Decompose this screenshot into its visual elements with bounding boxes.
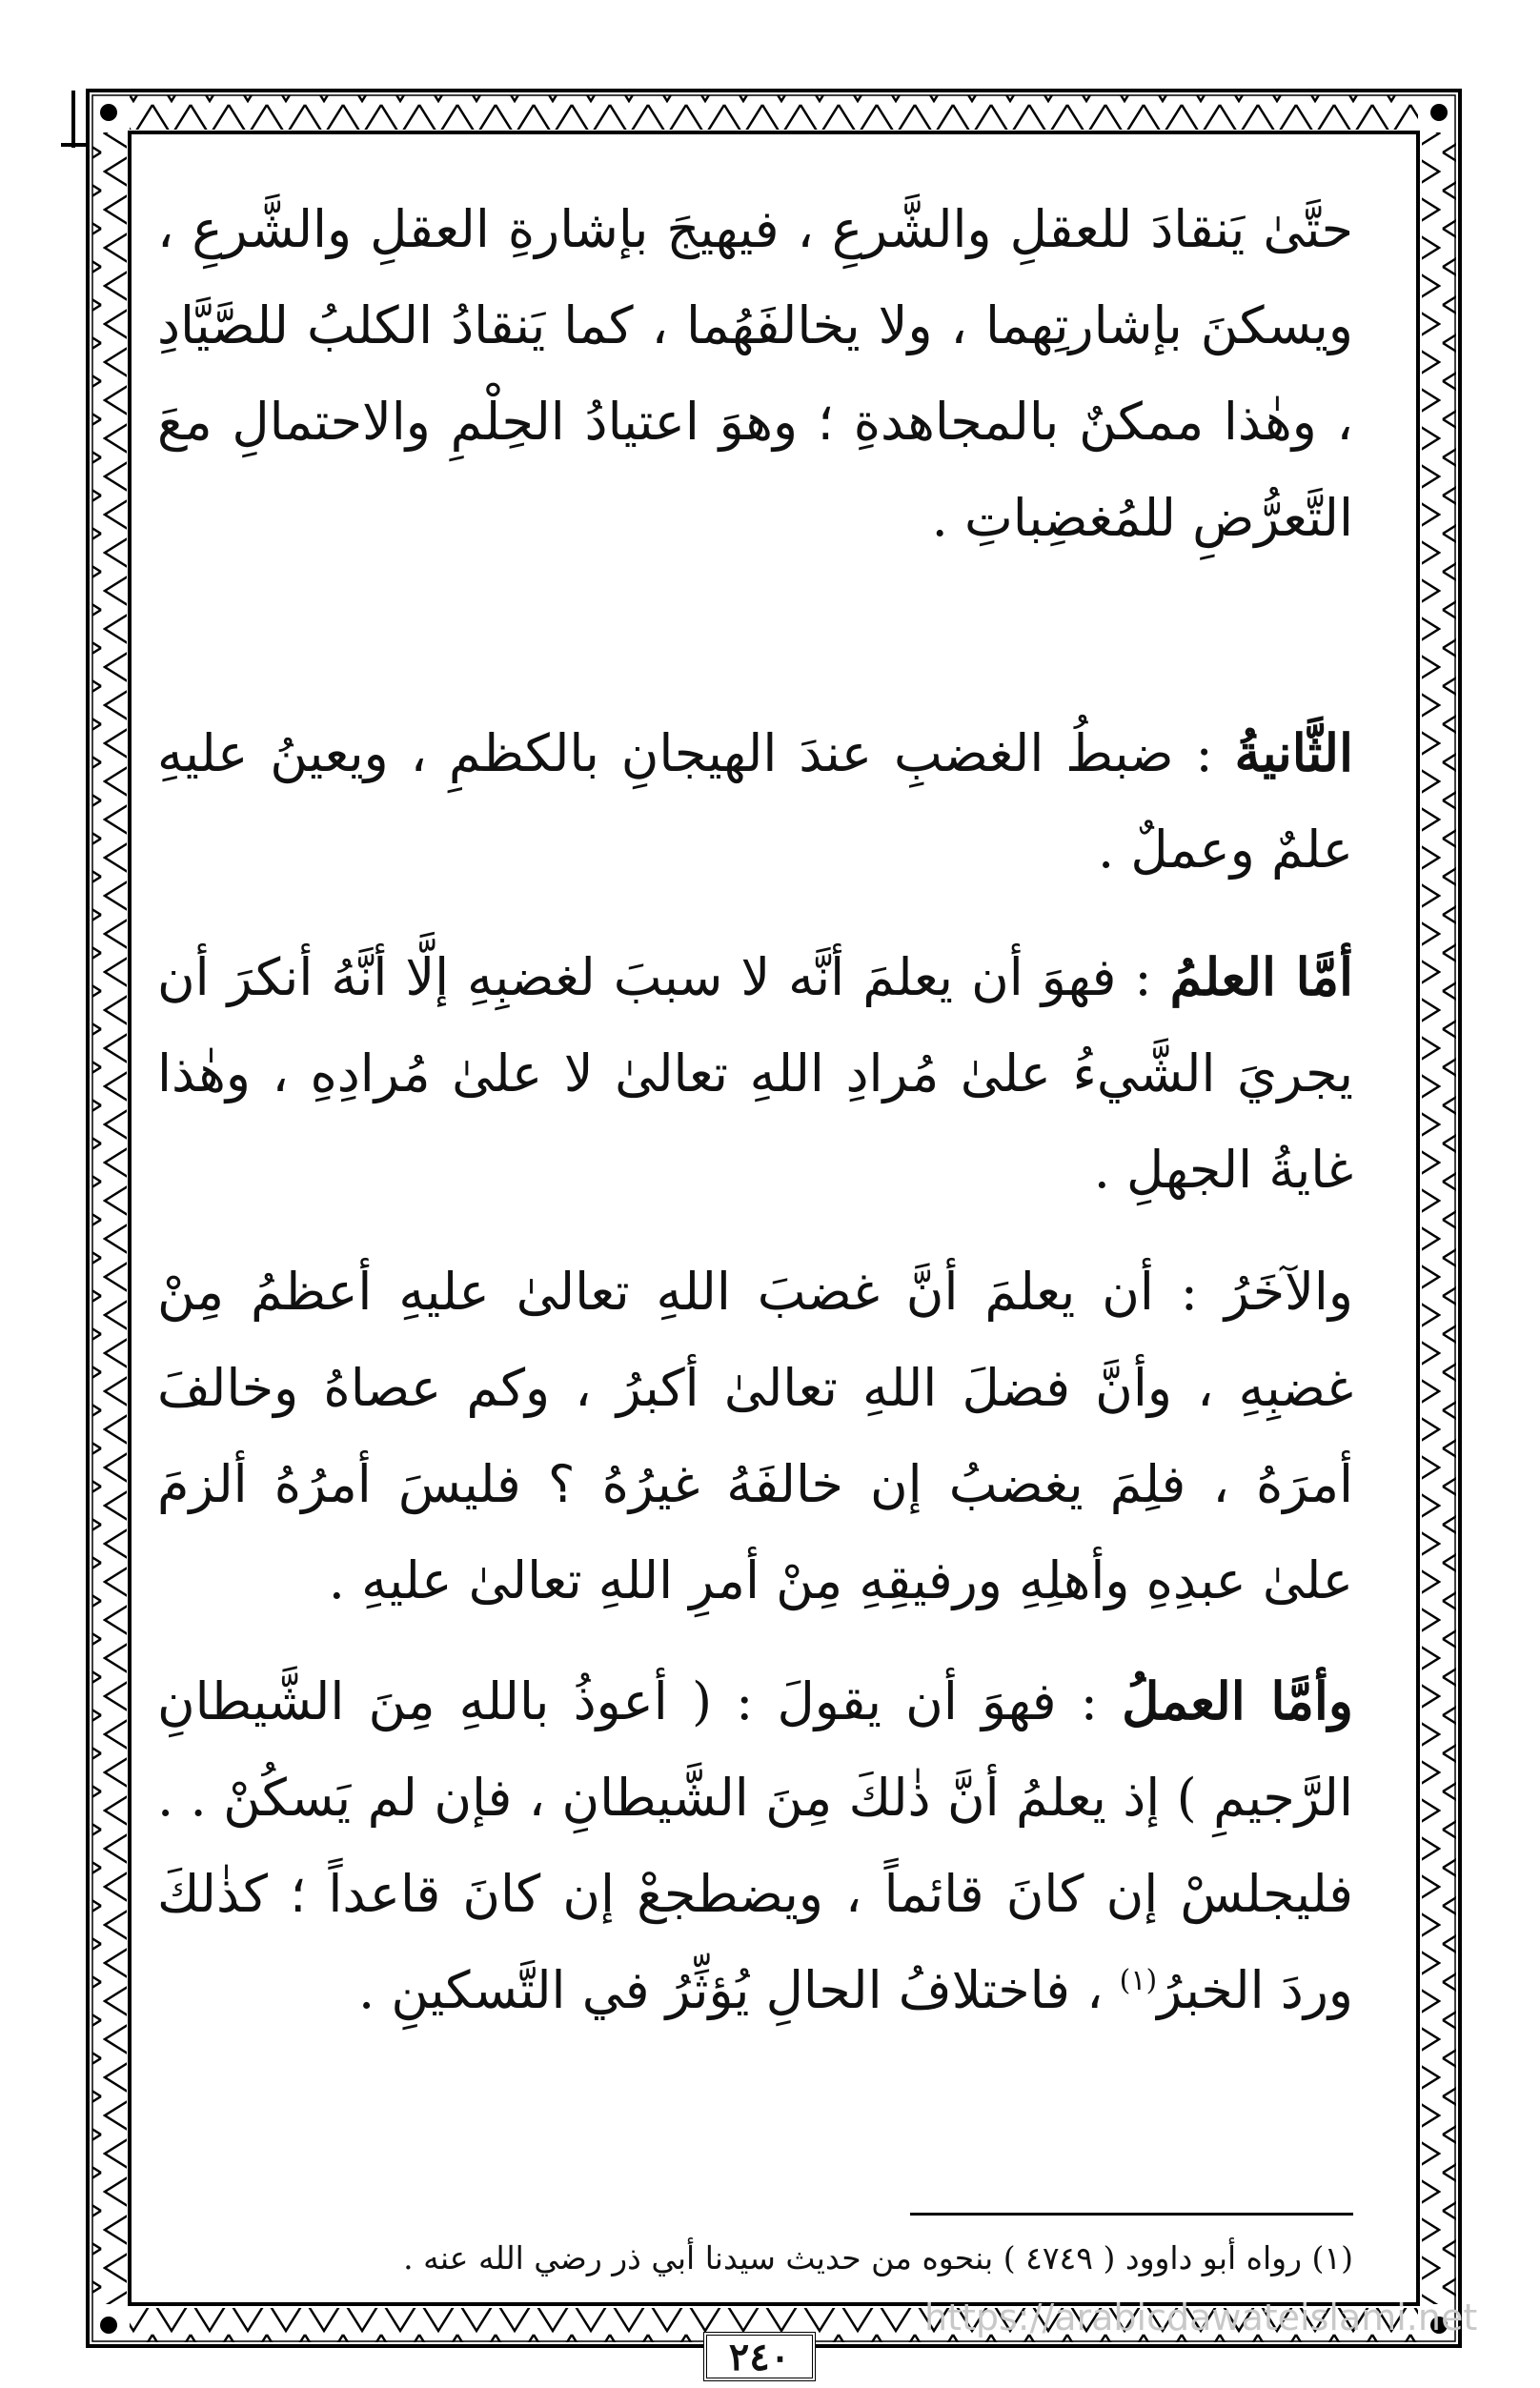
paragraph-5-text: : فهوَ أن يقولَ : ( أعوذُ باللهِ مِنَ الشَّيطانِ الرَّجيمِ ) إذ يعلمُ أنَّ ذٰلكَ مِنَ الشَّيطانِ ، فإن لم يَسكُنْ . . فليجلسْ إن كانَ قائماً ، ويضطجعْ إن كانَ قاعداً ؛ كذٰلكَ وردَ الخبرُ bbox=[157, 1671, 1353, 2020]
paragraph-2-text: : ضبطُ الغضبِ عندَ الهيجانِ بالكظمِ ، ويعينُ عليهِ علمٌ وعملٌ . bbox=[157, 723, 1353, 880]
paragraph-3-text: : فهوَ أن يعلمَ أنَّه لا سببَ لغضبِهِ إلَّا أنَّهُ أنكرَ أن يجريَ الشَّيءُ علىٰ مُرادِ اللهِ تعالىٰ لا علىٰ مُرادِهِ ، وهٰذا غايةُ الجهلِ . bbox=[157, 947, 1354, 1200]
paragraph-5-tail: ، فاختلافُ الحالِ يُؤثِّرُ في التَّسكينِ . bbox=[358, 1960, 1120, 2020]
paragraph-1-text: حتَّىٰ يَنقادَ للعقلِ والشَّرعِ ، فيهيجَ بإشارةِ العقلِ والشَّرعِ ، ويسكنَ بإشارتِهما ، ولا يخالفَهُما ، كما يَنقادُ الكلبُ للصَّيَّادِ ، وهٰذا ممكنٌ بالمجاهدةِ ؛ وهوَ اعتيادُ الحِلْمِ والاحتمالِ معَ التَّعرُّضِ للمُغضِباتِ . bbox=[157, 199, 1353, 548]
footnote-reference[interactable]: (١) bbox=[1119, 1964, 1158, 1997]
paragraph-2 bbox=[157, 705, 1353, 898]
paragraph-2-lead: الثَّانيةُ bbox=[1234, 722, 1353, 783]
paragraph-1 bbox=[157, 181, 1353, 566]
paragraph-5-lead: وأمَّا العملُ bbox=[1122, 1670, 1353, 1731]
paragraph-4-text: والآخَرُ : أن يعلمَ أنَّ غضبَ اللهِ تعالىٰ عليهِ أعظمُ مِنْ غضبِهِ ، وأنَّ فضلَ اللهِ تعالىٰ أكبرُ ، وكم عصاهُ وخالفَ أمرَهُ ، فلِمَ يغضبُ إن خالفَهُ غيرُهُ ؟ فليسَ أمرُهُ ألزمَ علىٰ عبدِهِ وأهلِهِ ورفيقِهِ مِنْ أمرِ اللهِ تعالىٰ عليهِ . bbox=[157, 1262, 1353, 1610]
footnote-divider bbox=[910, 2213, 1353, 2216]
paragraph-4 bbox=[157, 1244, 1353, 1629]
paragraph-3-lead: أمَّا العلمُ bbox=[1169, 946, 1354, 1007]
paragraph-5 bbox=[157, 1653, 1353, 2038]
watermark-url: https://arabicdawateislami.net bbox=[924, 2297, 1478, 2338]
footnote: (١) رواه أبو داوود ( ٤٧٤٩ ) بنحوه من حديث سيدنا أبي ذر رضي الله عنه . bbox=[403, 2239, 1353, 2277]
page-number bbox=[703, 2332, 816, 2381]
page-number-text: ٢٤٠ bbox=[728, 2334, 791, 2379]
paragraph-3 bbox=[157, 929, 1353, 1218]
